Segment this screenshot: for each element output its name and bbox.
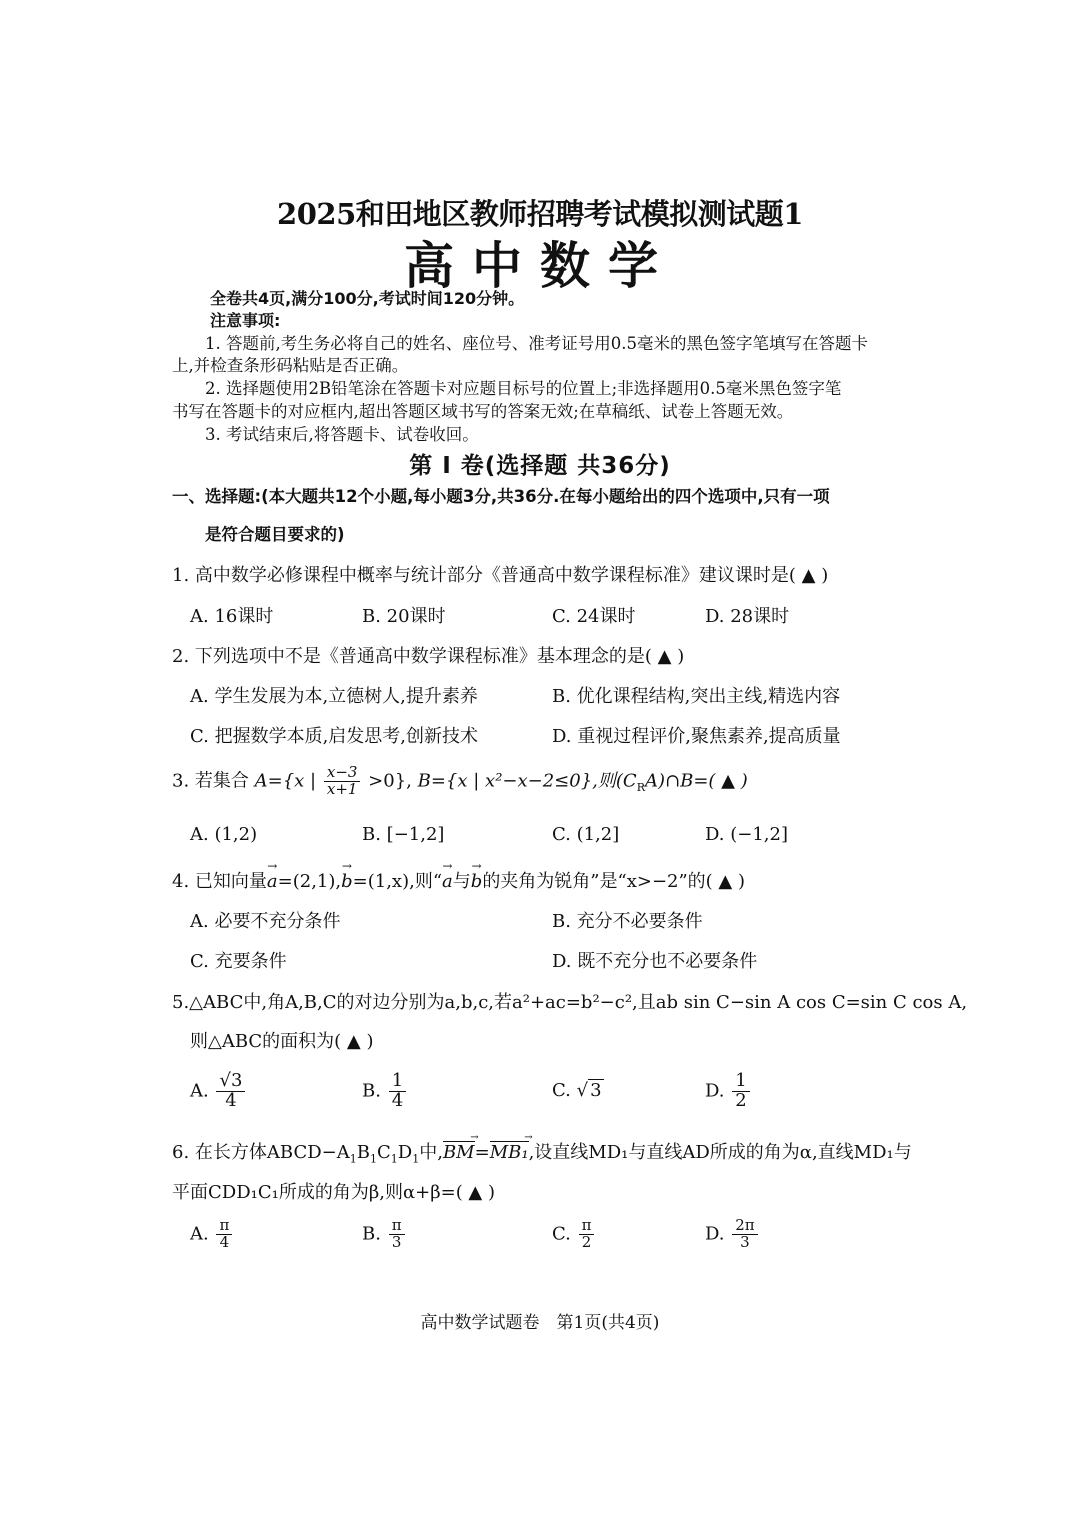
q4-vector-b-2: → b (471, 871, 483, 892)
q6-a-label: A. (190, 1223, 209, 1245)
q6-b-den: 3 (391, 1232, 402, 1251)
question-4-option-d: D. 既不充分也不必要条件 (552, 951, 758, 972)
q6-part-2: 中, (419, 1142, 443, 1163)
q6-sub-1: 1 (349, 1152, 357, 1166)
q5-d-label: D. (705, 1080, 725, 1102)
q3-suffix: A)∩B=( ▲ ) (645, 770, 748, 792)
q4-part-5: 的夹角为锐角”是“x>−2”的( ▲ ) (482, 871, 746, 892)
q5-b-label: B. (362, 1080, 381, 1102)
question-5-stem-line-1: 5.△ABC中,角A,B,C的对边分别为a,b,c,若a²+ac=b²−c²,且ab sin C−sin A cos C=sin C cos A, (172, 992, 968, 1013)
q4-vector-a-2: → a (442, 871, 453, 892)
question-3-option-d: D. (−1,2] (705, 824, 788, 845)
q5-a-den: 4 (225, 1089, 237, 1111)
q3-frac-num: x−3 (324, 765, 361, 782)
notice-2-line-1: 2. 选择题使用2B铅笔涂在答题卡对应题目标号的位置上;非选择题用0.5毫米黑色签字笔 (205, 379, 842, 398)
q5-d-num: 1 (732, 1072, 749, 1092)
question-5-option-d (705, 1072, 752, 1111)
question-1-option-d: D. 28课时 (705, 606, 790, 627)
q6-a-den: 4 (219, 1232, 230, 1251)
q6-sub-4: 1 (412, 1152, 420, 1166)
q4-part-1: 4. 已知向量 (172, 871, 267, 892)
q6-a-num: π (216, 1218, 232, 1235)
question-1-option-b: B. 20课时 (362, 606, 446, 627)
question-3-option-a: A. (1,2) (190, 824, 258, 845)
q4-vector-b: → b (341, 871, 353, 892)
q6-c-label: C. (552, 1223, 571, 1245)
q3-set-a-open: A={x | (254, 770, 317, 792)
q5-c-sqrt: √ 3 (576, 1080, 602, 1101)
question-4-option-b: B. 充分不必要条件 (552, 911, 703, 932)
q3-prefix: 3. 若集合 (172, 770, 249, 792)
notice-1-line-2: 上,并检查条形码粘贴是否正确。 (172, 356, 409, 375)
q6-a-fraction (216, 1218, 232, 1251)
q5-d-fraction (732, 1072, 749, 1111)
exam-title: 2025和田地区教师招聘考试模拟测试题1 (277, 197, 803, 231)
q5-a-fraction (216, 1072, 245, 1111)
q3-set-b: B={x | x²−x−2≤0},则( (417, 770, 623, 792)
q6-part-1c: B (356, 1142, 370, 1163)
question-6-option-d (705, 1218, 760, 1251)
q6-d-den: 3 (740, 1232, 750, 1251)
q5-b-den: 4 (391, 1089, 404, 1111)
q6-b-num: π (389, 1218, 405, 1235)
exam-info: 全卷共4页,满分100分,考试时间120分钟。 (210, 289, 525, 308)
notice-2-line-2: 书写在答题卡的对应框内,超出答题区域书写的答案无效;在草稿纸、试卷上答题无效。 (172, 402, 794, 421)
q6-part-4: ,设直线MD₁与直线AD所成的角为α,直线MD₁与 (528, 1142, 912, 1163)
q6-part-1g: D (397, 1142, 413, 1163)
notice-heading: 注意事项: (210, 311, 281, 330)
question-3-stem (172, 765, 748, 798)
question-3-option-b: B. [−1,2] (362, 824, 445, 845)
question-1-option-c: C. 24课时 (552, 606, 636, 627)
subject-title: 高中数学 (404, 237, 676, 295)
page-footer: 高中数学试题卷 第1页(共4页) (420, 1313, 660, 1333)
question-1-option-a: A. 16课时 (190, 606, 274, 627)
q6-part-1e: C (376, 1142, 391, 1163)
q5-d-den: 2 (735, 1089, 747, 1111)
q5-c-radicand: 3 (590, 1080, 602, 1101)
question-2-option-a: A. 学生发展为本,立德树人,提升素养 (190, 686, 478, 707)
question-1-stem: 1. 高中数学必修课程中概率与统计部分《普通高中数学课程标准》建议课时是( ▲ ) (172, 565, 829, 586)
section-desc-line-1: 一、选择题:(本大题共12个小题,每小题3分,共36分.在每小题给出的四个选项中,只有一项 (172, 487, 830, 506)
q6-d-num: 2π (732, 1218, 757, 1235)
section-title: 第 Ⅰ 卷(选择题 共36分) (409, 453, 671, 479)
q6-c-fraction (579, 1218, 595, 1251)
q3-set-a-close: >0}, (368, 770, 412, 792)
q4-part-2: =(2,1), (277, 871, 342, 892)
question-5-option-c (552, 1080, 604, 1101)
q3-frac-den: x+1 (326, 779, 358, 798)
q6-d-fraction (732, 1218, 757, 1251)
q5-b-num: 1 (389, 1072, 406, 1092)
question-3-option-c: C. (1,2] (552, 824, 620, 845)
section-desc-line-2: 是符合题目要求的) (205, 525, 345, 544)
q5-a-num: √3 (216, 1072, 245, 1092)
question-4-option-a: A. 必要不充分条件 (190, 911, 341, 932)
q5-c-label: C. (552, 1080, 571, 1101)
q6-sub-2: 1 (369, 1152, 377, 1166)
q4-part-4: 与 (452, 871, 471, 892)
question-5-option-a (190, 1072, 247, 1111)
question-5-stem-line-2: 则△ABC的面积为( ▲ ) (190, 1031, 374, 1052)
q4-part-3: =(1,x),则“ (352, 871, 443, 892)
question-2-option-c: C. 把握数学本质,启发思考,创新技术 (190, 726, 479, 747)
question-4-option-c: C. 充要条件 (190, 951, 287, 972)
q6-part-3: = (474, 1142, 490, 1163)
q4-vector-a: → a (267, 871, 278, 892)
q6-part-1: 6. 在长方体ABCD−A (172, 1142, 350, 1163)
question-6-stem-line-1 (172, 1138, 912, 1166)
q3-complement: C (622, 770, 637, 792)
question-6-stem-line-2: 平面CDD₁C₁所成的角为β,则α+β=( ▲ ) (172, 1182, 496, 1203)
q5-a-label: A. (190, 1080, 209, 1102)
q6-b-label: B. (362, 1223, 381, 1245)
q6-vector-mb1: MB₁ → (490, 1142, 529, 1163)
question-6-option-a (190, 1218, 234, 1251)
question-5-option-b (362, 1072, 408, 1111)
question-2-option-b: B. 优化课程结构,突出主线,精选内容 (552, 686, 841, 707)
q6-b-fraction (389, 1218, 405, 1251)
q6-c-num: π (579, 1218, 595, 1235)
question-4-stem (172, 867, 745, 893)
notice-3: 3. 考试结束后,将答题卡、试卷收回。 (205, 425, 479, 444)
question-2-stem: 2. 下列选项中不是《普通高中数学课程标准》基本理念的是( ▲ ) (172, 646, 685, 667)
notice-1-line-1: 1. 答题前,考生务必将自己的姓名、座位号、准考证号用0.5毫米的黑色签字笔填写在答题卡 (205, 334, 868, 353)
q6-c-den: 2 (581, 1232, 592, 1251)
question-6-option-c (552, 1218, 596, 1251)
q3-fraction (324, 765, 361, 798)
question-6-option-b (362, 1218, 407, 1251)
q5-b-fraction (389, 1072, 406, 1111)
q6-vector-bm: BM → (443, 1142, 475, 1163)
q6-sub-3: 1 (390, 1152, 398, 1166)
question-2-option-d: D. 重视过程评价,聚焦素养,提高质量 (552, 726, 841, 747)
q6-d-label: D. (705, 1223, 725, 1245)
q3-complement-sub: R (636, 780, 645, 794)
